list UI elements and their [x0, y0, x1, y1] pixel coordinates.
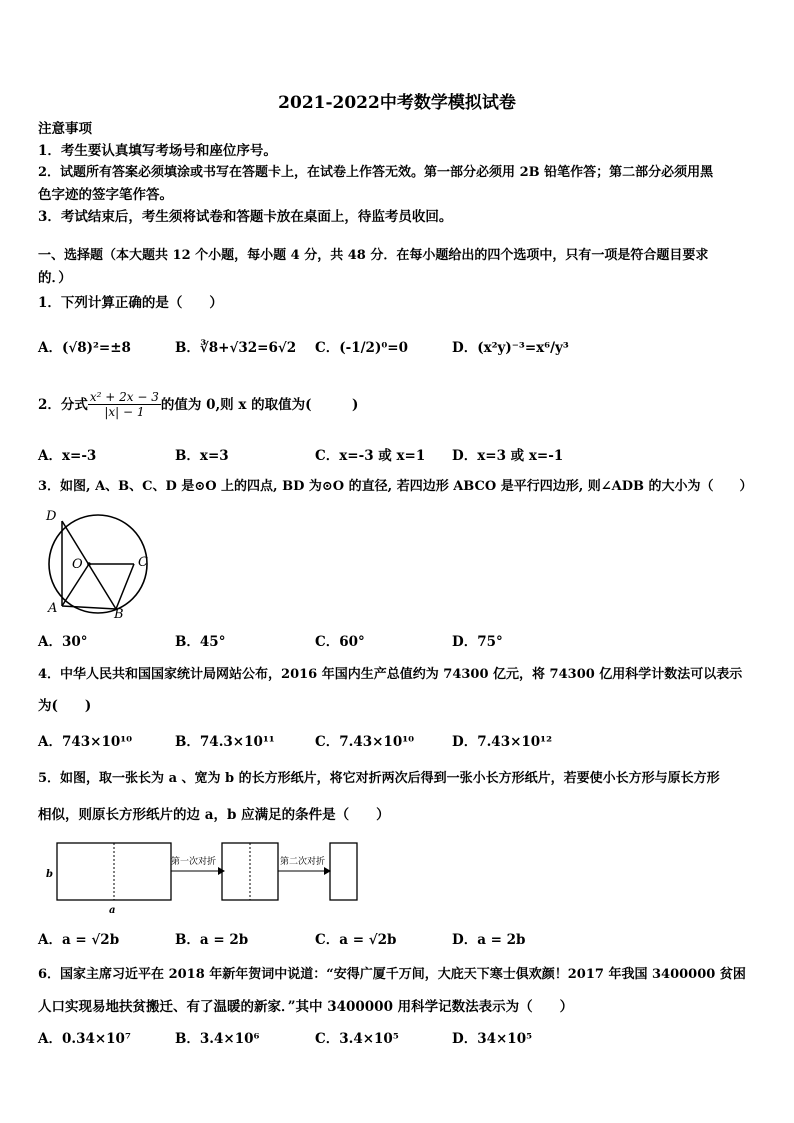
q2-fraction-numerator: x² + 2x − 3 [89, 390, 159, 404]
note-item: 色字迹的签字笔作答。 [38, 187, 173, 203]
q3-option-c: C．60° [315, 634, 365, 650]
q1-option-c: C．(-1/2)⁰=0 [315, 340, 408, 356]
q3-stem: 3．如图, A、B、C、D 是⊙O 上的四点, BD 为⊙O 的直径, 若四边形 ABCO 是平行四边形, 则∠ADB 的大小为（ ） [38, 479, 753, 494]
q6-option-b: B．3.4×10⁶ [175, 1031, 260, 1047]
q3-option-b: B．45° [175, 634, 226, 650]
q2-fraction [88, 390, 161, 419]
q3-option-d: D．75° [452, 634, 503, 650]
q2-option-a: A．x=-3 [38, 448, 97, 464]
label-b: b [46, 869, 53, 880]
q2-option-c: C．x=-3 或 x=1 [315, 448, 426, 464]
fold2-label: 第二次对折 [280, 857, 326, 867]
note-item: 3．考试结束后，考生须将试卷和答题卡放在桌面上，待监考员收回。 [38, 209, 453, 225]
segment-cb [116, 564, 134, 609]
q2-fraction-denominator: |x| − 1 [104, 405, 145, 419]
page-title: 2021-2022中考数学模拟试卷 [278, 93, 516, 113]
q5-option-b: B．a = 2b [175, 932, 249, 948]
notes-heading: 注意事项 [38, 121, 92, 137]
label-o: O [72, 557, 83, 572]
q4-option-a: A．743×10¹⁰ [38, 734, 133, 750]
label-b: B [114, 607, 124, 620]
note-item: 1．考生要认真填写考场号和座位序号。 [38, 143, 277, 159]
q4-stem-cont: 为( ) [38, 698, 92, 714]
q6-option-a: A．0.34×10⁷ [38, 1031, 131, 1047]
label-a: A [48, 601, 58, 616]
q5-paper-fold-figure [40, 838, 362, 920]
q4-option-b: B．74.3×10¹¹ [175, 734, 275, 750]
q6-stem-cont: 人口实现易地扶贫搬迁、有了温暖的新家．”其中 3400000 用科学记数法表示为（ ） [38, 999, 574, 1015]
q5-option-c: C．a = √2b [315, 932, 397, 948]
q2-stem-post: 的值为 0,则 x 的取值为( ) [160, 396, 359, 413]
label-c: C [138, 555, 148, 570]
q5-stem: 5．如图，取一张长为 a 、宽为 b 的长方形纸片，将它对折两次后得到一张小长方形纸片，若要使小长方形与原长方形 [38, 771, 720, 786]
q3-circle-figure [36, 506, 154, 620]
section-heading: 一、选择题（本大题共 12 个小题，每小题 4 分，共 48 分．在每小题给出的四个选项中，只有一项是符合题目要求 [38, 248, 709, 263]
q3-option-a: A．30° [38, 634, 88, 650]
q2-stem [38, 390, 358, 419]
q1-option-b: B．∛8+√32=6√2 [175, 340, 297, 356]
q5-stem-cont: 相似，则原长方形纸片的边 a，b 应满足的条件是（ ） [38, 807, 390, 823]
label-a: a [109, 905, 116, 916]
q4-option-c: C．7.43×10¹⁰ [315, 734, 415, 750]
q6-option-d: D．34×10⁵ [452, 1031, 533, 1047]
note-item: 2．试题所有答案必须填涂或书写在答题卡上，在试卷上作答无效。第一部分必须用 2B 铅笔作答；第二部分必须用黑 [38, 165, 714, 180]
q6-stem: 6．国家主席习近平在 2018 年新年贺词中说道：“安得广厦千万间，大庇天下寒士俱欢颜！2017 年我国 3400000 贫困 [38, 967, 746, 982]
q2-option-d: D．x=3 或 x=-1 [452, 448, 564, 464]
q5-option-a: A．a = √2b [38, 932, 120, 948]
q1-option-d: D．(x²y)⁻³=x⁶/y³ [452, 340, 569, 356]
q2-option-b: B．x=3 [175, 448, 229, 464]
q5-option-d: D．a = 2b [452, 932, 526, 948]
q2-stem-pre: 2．分式 [38, 396, 88, 413]
chord-ab [62, 606, 116, 609]
quarter-rectangle [330, 843, 357, 900]
q4-option-d: D．7.43×10¹² [452, 734, 553, 750]
q1-option-a: A．(√8)²=±8 [38, 340, 131, 356]
q6-option-c: C．3.4×10⁵ [315, 1031, 399, 1047]
fold1-label: 第一次对折 [171, 857, 217, 867]
q1-stem: 1．下列计算正确的是（ ） [38, 295, 223, 311]
center-point [87, 562, 91, 566]
label-d: D [46, 509, 57, 524]
section-heading-cont: 的．） [38, 270, 72, 286]
q4-stem: 4．中华人民共和国国家统计局网站公布，2016 年国内生产总值约为 74300 亿元，将 74300 亿用科学计数法可以表示 [38, 667, 743, 682]
